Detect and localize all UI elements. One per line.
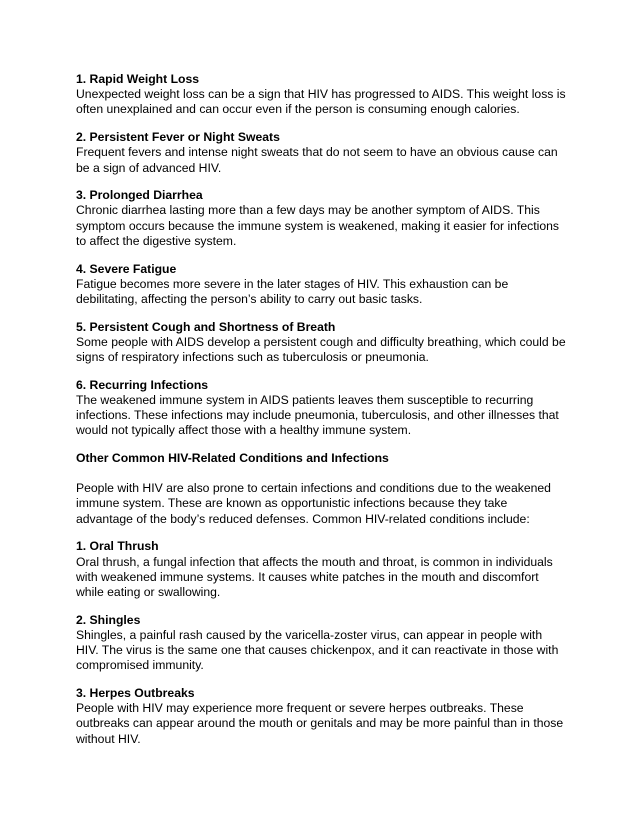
condition-heading: 1. Oral Thrush	[76, 539, 159, 554]
condition-text: Oral thrush, a fungal infection that affects the mouth and throat, is common in individuals with weakened immune systems. It causes white patches in the mouth and discomfort while eating or swallowing.	[76, 554, 553, 599]
symptom-text: Chronic diarrhea lasting more than a few days may be another symptom of AIDS. This symptom occurs because the immune system is weakened, making it easier for infections to affect the digestive system.	[76, 203, 559, 248]
condition-text: People with HIV may experience more frequent or severe herpes outbreaks. These outbreaks can appear around the mouth or genitals and may be more painful than in those without HIV.	[76, 701, 564, 746]
section-intro-text: People with HIV are also prone to certain infections and conditions due to the weakened immune system. These are known as opportunistic infections because they take advantage of the body’s reduced defenses. Common HIV-related conditions include:	[76, 481, 551, 526]
symptom-text: Fatigue becomes more severe in the later stages of HIV. This exhaustion can be debilitating, affecting the person’s ability to carry out basic tasks.	[76, 276, 509, 306]
condition-heading: 2. Shingles	[76, 612, 141, 627]
symptom-heading: 4. Severe Fatigue	[76, 261, 177, 276]
symptom-text: Unexpected weight loss can be a sign that HIV has progressed to AIDS. This weight loss is often unexplained and can occur even if the person is consuming enough calories.	[76, 87, 566, 117]
condition-block	[76, 613, 566, 674]
symptom-text: Some people with AIDS develop a persistent cough and difficulty breathing, which could be signs of respiratory infections such as tuberculosis or pneumonia.	[76, 334, 566, 365]
condition-heading: 3. Herpes Outbreaks	[76, 686, 195, 700]
symptom-block	[76, 72, 566, 118]
symptom-heading: 3. Prolonged Diarrhea	[76, 188, 203, 203]
document-page	[76, 72, 566, 759]
symptom-text: The weakened immune system in AIDS patients leaves them susceptible to recurring infections. These infections may include pneumonia, tuberculosis, and other illnesses that would not typically affect those with a healthy immune system.	[76, 392, 559, 438]
symptom-heading: 5. Persistent Cough and Shortness of Breath	[76, 319, 336, 334]
symptom-heading: 1. Rapid Weight Loss	[76, 72, 200, 86]
symptom-block	[76, 320, 566, 366]
symptom-text: Frequent fevers and intense night sweats that do not seem to have an obvious cause can be a sign of advanced HIV.	[76, 145, 558, 175]
symptom-block	[76, 378, 566, 439]
symptom-block	[76, 262, 566, 308]
symptom-block	[76, 188, 566, 249]
condition-text: Shingles, a painful rash caused by the varicella-zoster virus, can appear in people with HIV. The virus is the same one that causes chickenpox, and it can reactivate in those with compromised immunity.	[76, 627, 559, 673]
symptom-block	[76, 130, 566, 176]
symptom-heading: 6. Recurring Infections	[76, 377, 209, 392]
condition-block	[76, 686, 566, 747]
symptom-heading: 2. Persistent Fever or Night Sweats	[76, 130, 280, 145]
condition-block	[76, 539, 566, 600]
section-heading: Other Common HIV-Related Conditions and Infections	[76, 451, 389, 466]
section-intro	[76, 481, 566, 527]
